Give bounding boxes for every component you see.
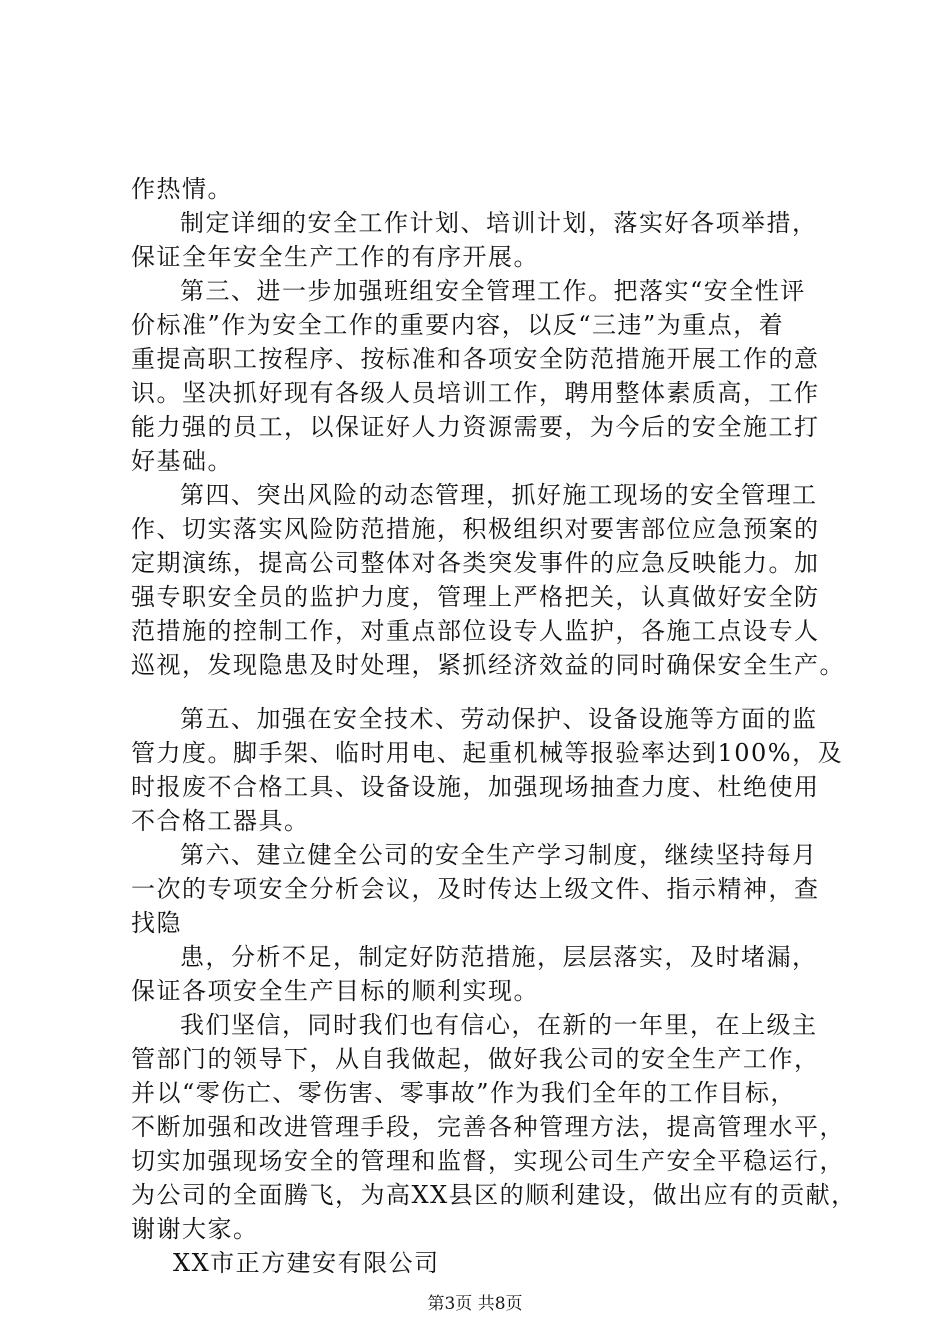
text-line: 并以“零伤亡、零伤害、零事故”作为我们全年的工作目标， [131,1079,797,1107]
text-line: 管部门的领导下，从自我做起，做好我公司的安全生产工作， [131,1045,820,1073]
text-line: 不断加强和改进管理手段，完善各种管理方法，提高管理水平， [131,1113,845,1141]
text-line: 患，分析不足，制定好防范措施，层层落实，及时堵漏， [180,943,818,971]
text-line: 保证全年安全生产工作的有序开展。 [131,243,539,271]
text-line: 一次的专项安全分析会议，及时传达上级文件、指示精神，查 [131,875,820,903]
text-line: 保证各项安全生产目标的顺利实现。 [131,977,539,1005]
text-line: 我们坚信，同时我们也有信心，在新的一年里，在上级主 [180,1011,818,1039]
text-line: 巡视，发现隐患及时处理，紧抓经济效益的同时确保安全生产。 [131,651,845,679]
text-line: 管力度。脚手架、临时用电、起重机械等报验率达到100%，及 [131,739,844,767]
page-number: 第3页 共8页 [427,1294,523,1314]
text-line: 价标准”作为安全工作的重要内容，以反“三违”为重点，着 [131,311,785,339]
text-line: 为公司的全面腾飞，为高XX县区的顺利建设，做出应有的贡献， [131,1181,857,1209]
text-line: 制定详细的安全工作计划、培训计划，落实好各项举措， [180,209,818,237]
text-line: 第四、突出风险的动态管理，抓好施工现场的安全管理工 [180,481,818,509]
text-line: 第三、进一步加强班组安全管理工作。把落实“安全性评 [180,277,806,305]
text-line: 时报废不合格工具、设备设施，加强现场抽查力度、杜绝使用 [131,773,820,801]
text-line: 重提高职工按程序、按标准和各项安全防范措施开展工作的意 [131,345,820,373]
text-line: 谢谢大家。 [131,1215,259,1243]
text-line: 切实加强现场安全的管理和监督，实现公司生产安全平稳运行， [131,1147,845,1175]
text-line: 识。坚决抓好现有各级人员培训工作，聘用整体素质高，工作 [131,379,820,407]
text-line: 范措施的控制工作，对重点部位设专人监护，各施工点设专人 [131,617,820,645]
text-line: 找隐 [131,909,182,937]
text-line: 好基础。 [131,447,233,475]
text-line: 不合格工器具。 [131,807,310,835]
text-line: 第五、加强在安全技术、劳动保护、设备设施等方面的监 [180,705,818,733]
text-line: 定期演练，提高公司整体对各类突发事件的应急反映能力。加 [131,549,820,577]
text-line: 作、切实落实风险防范措施，积极组织对要害部位应急预案的 [131,515,820,543]
company-signature: XX市正方建安有限公司 [173,1249,440,1277]
text-line: 强专职安全员的监护力度，管理上严格把关，认真做好安全防 [131,583,820,611]
text-line: 能力强的员工，以保证好人力资源需要，为今后的安全施工打 [131,413,820,441]
text-line: 作热情。 [131,175,233,203]
text-line: 第六、建立健全公司的安全生产学习制度，继续坚持每月 [180,841,818,869]
